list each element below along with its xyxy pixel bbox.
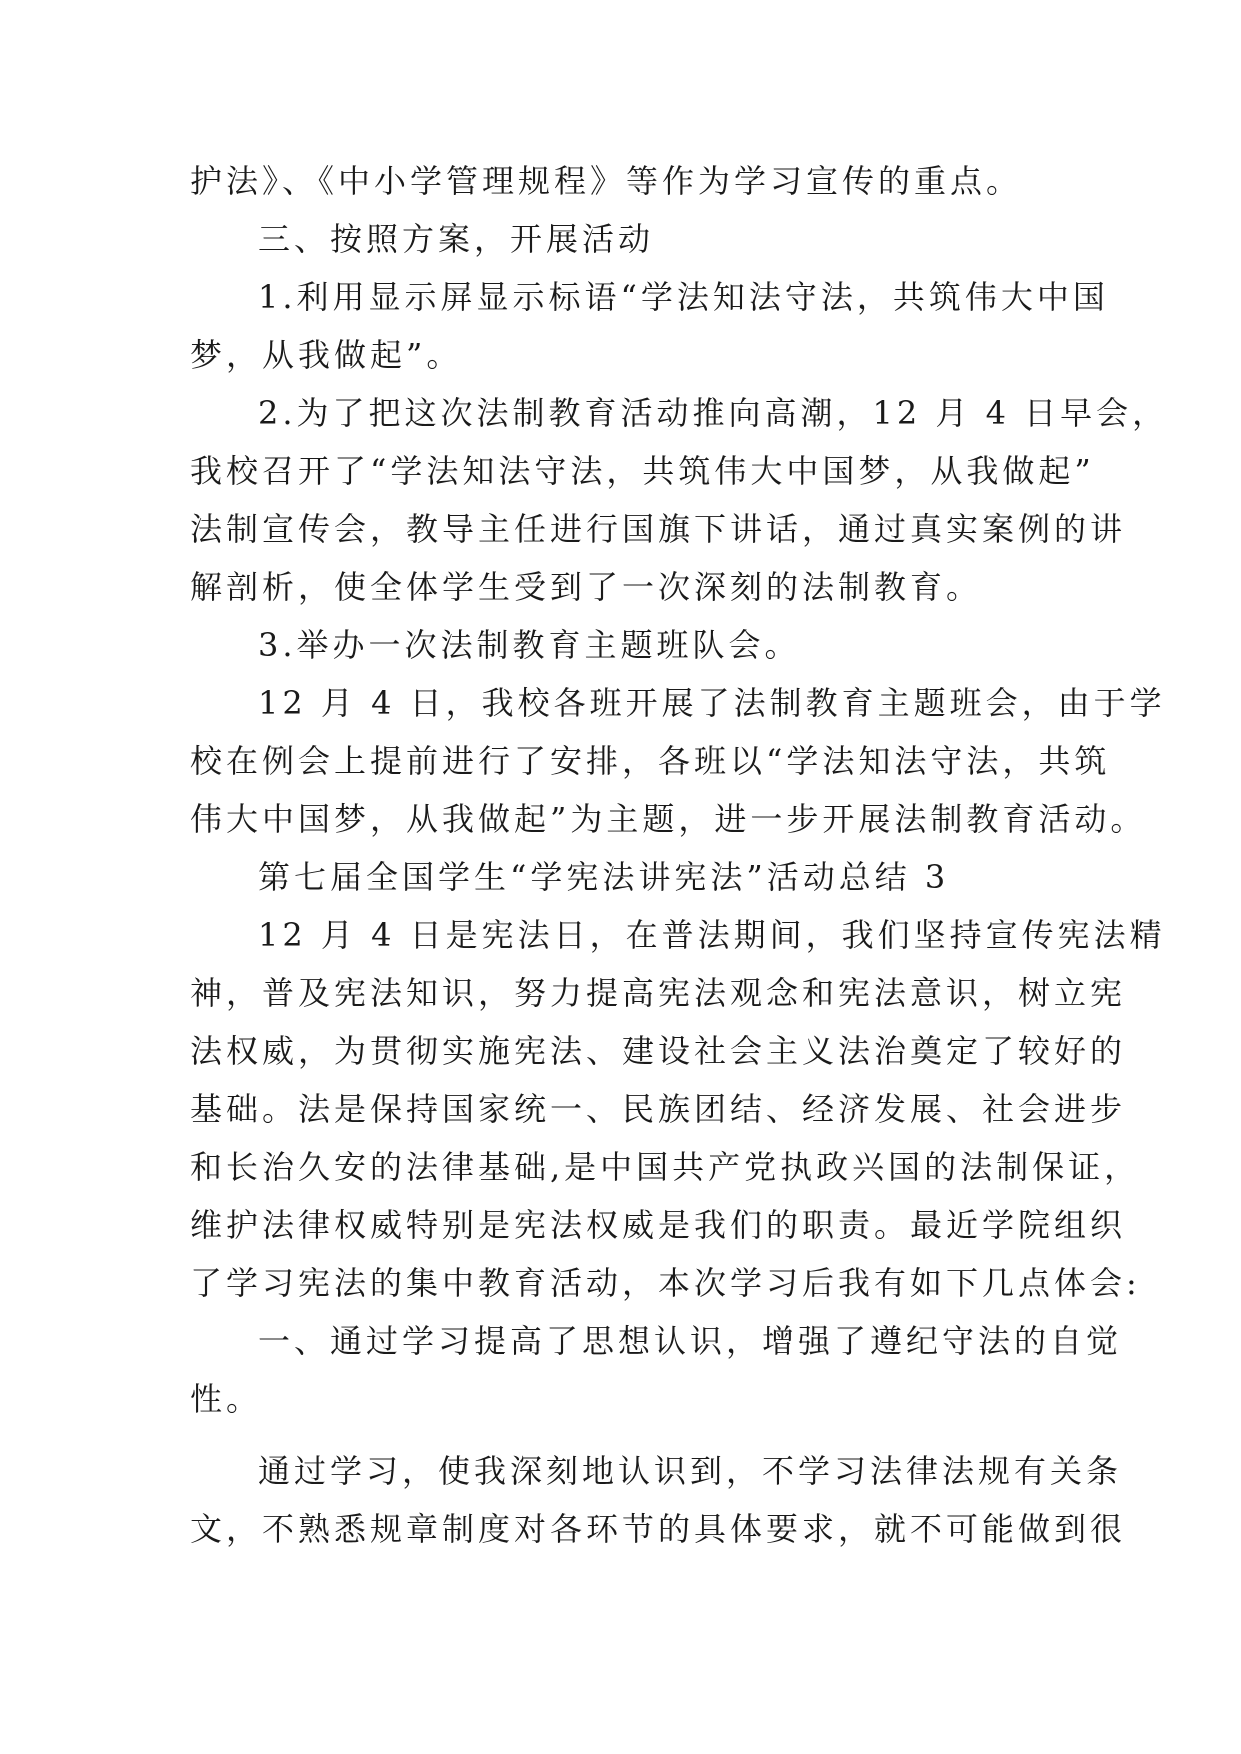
list-item-3: 3.举办一次法制教育主题班队会。 [258, 626, 801, 664]
text-line: 性。 [190, 1380, 263, 1418]
text-line: 伟大中国梦，从我做起”为主题，进一步开展法制教育活动。 [190, 800, 1147, 838]
text-line: 神，普及宪法知识，努力提高宪法观念和宪法意识，树立宪 [190, 974, 1127, 1012]
text-line: 校在例会上提前进行了安排，各班以“学法知法守法，共筑 [190, 742, 1111, 780]
text-line: 基础。法是保持国家统一、民族团结、经济发展、社会进步 [190, 1090, 1127, 1128]
paragraph-start: 12 月 4 日，我校各班开展了法制教育主题班会，由于学 [258, 684, 1166, 722]
text-line: 我校召开了“学法知法守法，共筑伟大中国梦，从我做起” [190, 452, 1095, 490]
document-body [190, 152, 1169, 1558]
text-line: 了学习宪法的集中教育活动，本次学习后我有如下几点体会: [190, 1264, 1141, 1302]
paragraph-start: 通过学习，使我深刻地认识到，不学习法律法规有关条 [258, 1452, 1123, 1490]
text-line: 文，不熟悉规章制度对各环节的具体要求，就不可能做到很 [190, 1510, 1127, 1548]
section-heading: 三、按照方案，开展活动 [258, 220, 655, 258]
text-line: 法制宣传会，教导主任进行国旗下讲话，通过真实案例的讲 [190, 510, 1127, 548]
list-item-2: 2.为了把这次法制教育活动推向高潮，12 月 4 日早会， [258, 394, 1169, 432]
text-line: 法权威，为贯彻实施宪法、建设社会主义法治奠定了较好的 [190, 1032, 1127, 1070]
section-heading: 一、通过学习提高了思想认识，增强了遵纪守法的自觉 [258, 1322, 1123, 1360]
list-item-1: 1.利用显示屏显示标语“学法知法守法，共筑伟大中国 [258, 278, 1109, 316]
text-line: 护法》、《中小学管理规程》等作为学习宣传的重点。 [190, 162, 1023, 200]
text-line: 和长治久安的法律基础,是中国共产党执政兴国的法制保证， [190, 1148, 1141, 1186]
text-line: 梦，从我做起”。 [190, 336, 463, 374]
text-line: 解剖析，使全体学生受到了一次深刻的法制教育。 [190, 568, 983, 606]
paragraph-start: 12 月 4 日是宪法日，在普法期间，我们坚持宣传宪法精 [258, 916, 1166, 954]
article-title: 第七届全国学生“学宪法讲宪法”活动总结 3 [258, 858, 950, 896]
text-line: 维护法律权威特别是宪法权威是我们的职责。最近学院组织 [190, 1206, 1127, 1244]
